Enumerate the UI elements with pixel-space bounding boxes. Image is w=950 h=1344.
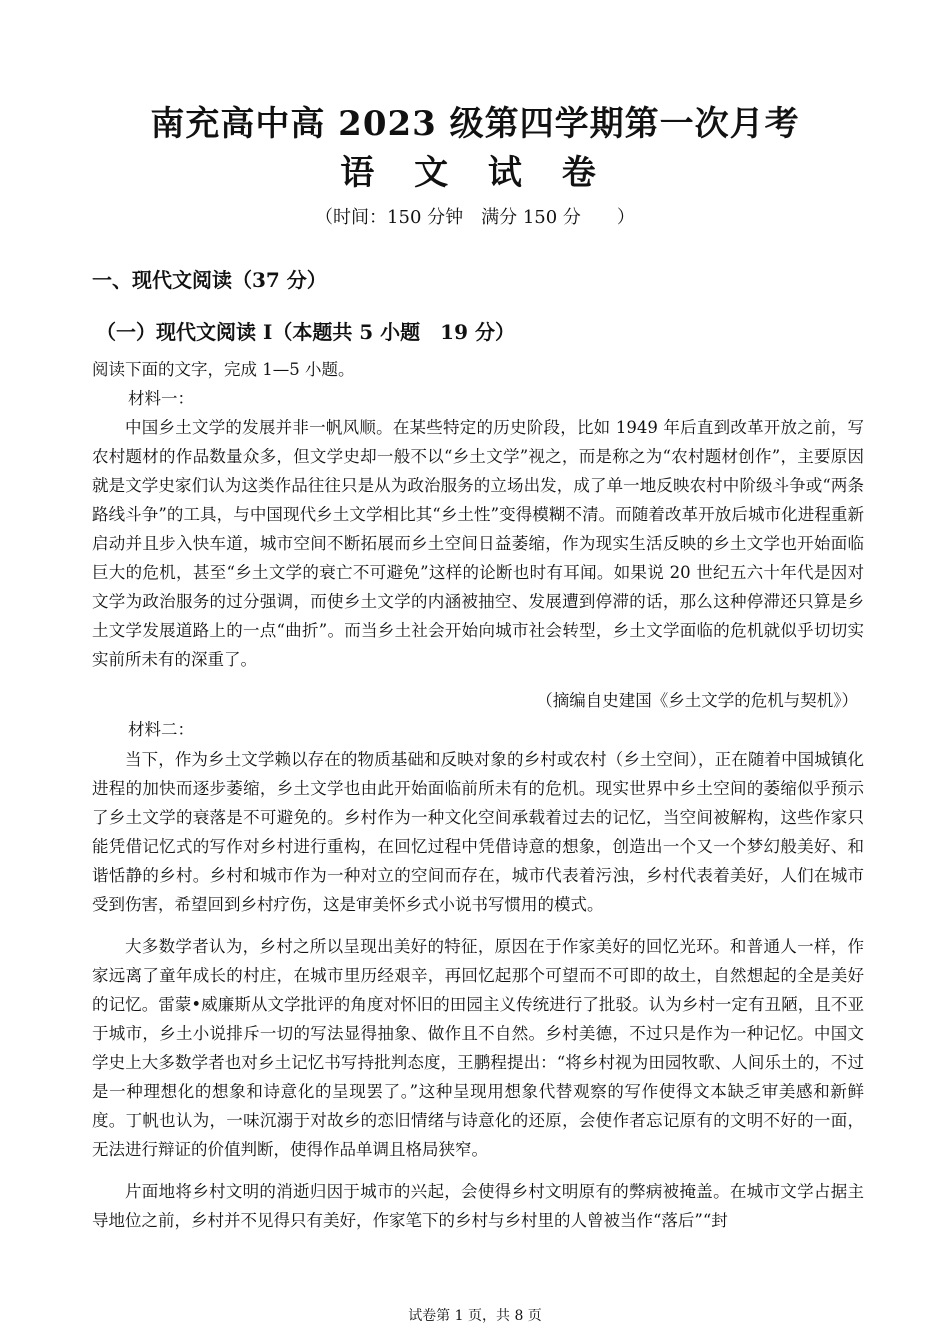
page-footer: 试卷第 1 页，共 8 页 xyxy=(408,1308,542,1324)
material-one-label: 材料一： xyxy=(128,389,194,408)
paragraph: 片面地将乡村文明的消逝归因于城市的兴起，会使得乡村文明原有的弊病被掩盖。在城市文学占据主导地位之前，乡村并不见得只有美好，作家笔下的乡村与乡村里的人曾被当作“落后”“封 xyxy=(92,1182,864,1230)
time-info: （时间：150 分钟 满分 150 分 ） xyxy=(315,207,635,228)
exam-title: 南充高中高 2023 级第四学期第一次月考 xyxy=(150,104,800,144)
instruction-text: 阅读下面的文字，完成 1—5 小题。 xyxy=(92,360,355,379)
material-two-paragraph-3 xyxy=(92,1177,864,1235)
material-two-label: 材料二： xyxy=(128,720,194,739)
source-citation: （摘编自史建国《乡土文学的危机与契机》） xyxy=(536,691,858,710)
exam-subtitle: 语 文 试 卷 xyxy=(340,153,610,193)
paragraph: 当下，作为乡土文学赖以存在的物质基础和反映对象的乡村或农村（乡土空间），正在随着中国城镇化进程的加快而逐步萎缩，乡土文学也由此开始面临前所未有的危机。现实世界中乡土空间的萎缩似乎预示了乡土文学的衰落是不可避免的。乡村作为一种文化空间承载着过去的记忆，当空间被解构，这些作家只能凭借记忆式的写作对乡村进行重构，在回忆过程中凭借诗意的想象，创造出一个又一个梦幻般美好、和谐恬静的乡村。乡村和城市作为一种对立的空间而存在，城市代表着污浊，乡村代表着美好，人们在城市受到伤害，希望回到乡村疗伤，这是审美怀乡式小说书写惯用的模式。 xyxy=(92,750,864,914)
subsection-heading: （一）现代文阅读 I（本题共 5 小题 19 分） xyxy=(96,320,515,344)
paragraph: 大多数学者认为，乡村之所以呈现出美好的特征，原因在于作家美好的回忆光环。和普通人一样，作家远离了童年成长的村庄，在城市里历经艰辛，再回忆起那个可望而不可即的故土，自然想起的全是美好的记忆。雷蒙•威廉斯从文学批评的角度对怀旧的田园主义传统进行了批驳。认为乡村一定有丑陋，且不亚于城市，乡土小说排斥一切的写法显得抽象、做作且不自然。乡村美德，不过只是作为一种记忆。中国文学史上大多数学者也对乡土记忆书写持批判态度，王鹏程提出：“将乡村视为田园牧歌、人间乐土的，不过是一种理想化的想象和诗意化的呈现罢了。”这种呈现用想象代替观察的写作使得文本缺乏审美感和新鲜度。丁帆也认为，一味沉溺于对故乡的恋旧情绪与诗意化的还原，会使作者忘记原有的文明不好的一面，无法进行辩证的价值判断，使得作品单调且格局狭窄。 xyxy=(92,937,864,1159)
material-one-paragraph xyxy=(92,413,864,674)
section-heading: 一、现代文阅读（37 分） xyxy=(92,268,327,292)
material-two-paragraph-1 xyxy=(92,745,864,919)
material-two-paragraph-2 xyxy=(92,932,864,1164)
paragraph: 中国乡土文学的发展并非一帆风顺。在某些特定的历史阶段，比如 1949 年后直到改革开放之前，写农村题材的作品数量众多，但文学史却一般不以“乡土文学”视之，而是称之为“农村题材创作”，主要原因就是文学史家们认为这类作品往往只是从为政治服务的立场出发，成了单一地反映农村中阶级斗争或“两条路线斗争”的工具，与中国现代乡土文学相比其“乡土性”变得模糊不清。而随着改革开放后城市化进程重新启动并且步入快车道，城市空间不断拓展而乡土空间日益萎缩，作为现实生活反映的乡土文学也开始面临巨大的危机，甚至“乡土文学的衰亡不可避免”这样的论断也时有耳闻。如果说 20 世纪五六十年代是因对文学为政治服务的过分强调，而使乡土文学的内涵被抽空、发展遭到停滞的话，那么这种停滞还只算是乡土文学发展道路上的一点“曲折”。而当乡土社会开始向城市社会转型，乡土文学面临的危机就似乎切切实实前所未有的深重了。 xyxy=(92,418,864,669)
